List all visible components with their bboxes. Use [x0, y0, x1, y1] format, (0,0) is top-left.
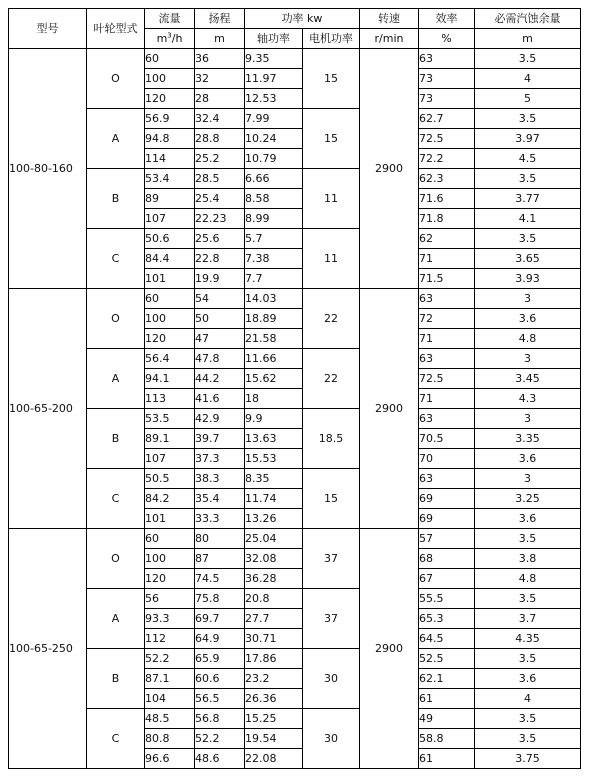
- shaft-power-cell: 26.36: [245, 689, 303, 709]
- shaft-power-cell: 7.38: [245, 249, 303, 269]
- head-cell: 50: [195, 309, 245, 329]
- npsh-cell: 3.35: [475, 429, 581, 449]
- shaft-power-cell: 9.35: [245, 49, 303, 69]
- efficiency-cell: 71: [419, 329, 475, 349]
- table-row: [9, 349, 581, 369]
- npsh-cell: 4.3: [475, 389, 581, 409]
- head-cell: 32: [195, 69, 245, 89]
- flow-cell: 100: [145, 69, 195, 89]
- shaft-power-cell: 30.71: [245, 629, 303, 649]
- npsh-cell: 3.6: [475, 309, 581, 329]
- shaft-power-cell: 20.8: [245, 589, 303, 609]
- efficiency-cell: 73: [419, 69, 475, 89]
- efficiency-cell: 72: [419, 309, 475, 329]
- impeller-type-cell: O: [87, 49, 145, 109]
- efficiency-cell: 70: [419, 449, 475, 469]
- head-cell: 48.6: [195, 749, 245, 769]
- efficiency-cell: 71.5: [419, 269, 475, 289]
- npsh-cell: 3: [475, 469, 581, 489]
- npsh-cell: 4: [475, 689, 581, 709]
- efficiency-cell: 67: [419, 569, 475, 589]
- npsh-cell: 3.6: [475, 509, 581, 529]
- flow-cell: 100: [145, 549, 195, 569]
- flow-cell: 114: [145, 149, 195, 169]
- head-cell: 25.6: [195, 229, 245, 249]
- flow-cell: 53.5: [145, 409, 195, 429]
- shaft-power-cell: 9.9: [245, 409, 303, 429]
- flow-cell: 120: [145, 89, 195, 109]
- speed-cell: 2900: [360, 289, 419, 529]
- shaft-power-cell: 7.99: [245, 109, 303, 129]
- npsh-cell: 3.25: [475, 489, 581, 509]
- flow-cell: 104: [145, 689, 195, 709]
- head-cell: 25.4: [195, 189, 245, 209]
- npsh-cell: 3.77: [475, 189, 581, 209]
- header-speed-unit: r/min: [360, 29, 419, 49]
- shaft-power-cell: 15.25: [245, 709, 303, 729]
- flow-unit-tail: /h: [171, 32, 183, 45]
- npsh-cell: 3: [475, 289, 581, 309]
- table-row: [9, 649, 581, 669]
- header-npsh: 必需汽蚀余量: [475, 9, 581, 29]
- flow-cell: 52.2: [145, 649, 195, 669]
- head-cell: 22.8: [195, 249, 245, 269]
- shaft-power-cell: 22.08: [245, 749, 303, 769]
- efficiency-cell: 72.5: [419, 129, 475, 149]
- shaft-power-cell: 15.62: [245, 369, 303, 389]
- shaft-power-cell: 8.35: [245, 469, 303, 489]
- header-head: 扬程: [195, 9, 245, 29]
- npsh-cell: 3.45: [475, 369, 581, 389]
- npsh-cell: 3.5: [475, 229, 581, 249]
- flow-cell: 113: [145, 389, 195, 409]
- efficiency-cell: 57: [419, 529, 475, 549]
- speed-cell: 2900: [360, 49, 419, 289]
- flow-cell: 89: [145, 189, 195, 209]
- model-cell: 100-65-250: [9, 529, 87, 769]
- flow-cell: 89.1: [145, 429, 195, 449]
- npsh-cell: 3.5: [475, 169, 581, 189]
- npsh-cell: 4: [475, 69, 581, 89]
- flow-cell: 84.4: [145, 249, 195, 269]
- header-impeller: 叶轮型式: [87, 9, 145, 49]
- head-cell: 28.8: [195, 129, 245, 149]
- shaft-power-cell: 14.03: [245, 289, 303, 309]
- efficiency-cell: 63: [419, 409, 475, 429]
- shaft-power-cell: 23.2: [245, 669, 303, 689]
- head-cell: 25.2: [195, 149, 245, 169]
- flow-cell: 96.6: [145, 749, 195, 769]
- flow-cell: 56: [145, 589, 195, 609]
- flow-cell: 101: [145, 269, 195, 289]
- shaft-power-cell: 13.26: [245, 509, 303, 529]
- npsh-cell: 3: [475, 349, 581, 369]
- efficiency-cell: 71: [419, 389, 475, 409]
- npsh-cell: 3.5: [475, 109, 581, 129]
- flow-cell: 56.4: [145, 349, 195, 369]
- flow-cell: 60: [145, 529, 195, 549]
- head-cell: 60.6: [195, 669, 245, 689]
- motor-power-cell: 37: [303, 589, 360, 649]
- npsh-cell: 4.8: [475, 569, 581, 589]
- head-cell: 74.5: [195, 569, 245, 589]
- header-power: 功率 kw: [245, 9, 360, 29]
- impeller-type-cell: A: [87, 349, 145, 409]
- efficiency-cell: 73: [419, 89, 475, 109]
- impeller-type-cell: C: [87, 709, 145, 769]
- shaft-power-cell: 17.86: [245, 649, 303, 669]
- efficiency-cell: 70.5: [419, 429, 475, 449]
- table-header: [9, 9, 581, 49]
- flow-cell: 50.5: [145, 469, 195, 489]
- shaft-power-cell: 7.7: [245, 269, 303, 289]
- efficiency-cell: 69: [419, 489, 475, 509]
- header-flow-unit: [145, 29, 195, 49]
- shaft-power-cell: 27.7: [245, 609, 303, 629]
- flow-cell: 107: [145, 449, 195, 469]
- header-head-unit: m: [195, 29, 245, 49]
- npsh-cell: 3.5: [475, 529, 581, 549]
- head-cell: 41.6: [195, 389, 245, 409]
- efficiency-cell: 63: [419, 289, 475, 309]
- head-cell: 80: [195, 529, 245, 549]
- head-cell: 33.3: [195, 509, 245, 529]
- motor-power-cell: 15: [303, 469, 360, 529]
- flow-cell: 84.2: [145, 489, 195, 509]
- flow-unit-sup: 3: [167, 31, 172, 40]
- motor-power-cell: 30: [303, 649, 360, 709]
- shaft-power-cell: 11.97: [245, 69, 303, 89]
- header-shaft-power: 轴功率: [245, 29, 303, 49]
- efficiency-cell: 52.5: [419, 649, 475, 669]
- impeller-type-cell: O: [87, 529, 145, 589]
- head-cell: 37.3: [195, 449, 245, 469]
- efficiency-cell: 55.5: [419, 589, 475, 609]
- efficiency-cell: 64.5: [419, 629, 475, 649]
- head-cell: 69.7: [195, 609, 245, 629]
- npsh-cell: 5: [475, 89, 581, 109]
- pump-spec-table: [8, 8, 581, 769]
- header-speed: 转速: [360, 9, 419, 29]
- speed-cell: 2900: [360, 529, 419, 769]
- shaft-power-cell: 11.66: [245, 349, 303, 369]
- impeller-type-cell: O: [87, 289, 145, 349]
- motor-power-cell: 37: [303, 529, 360, 589]
- efficiency-cell: 49: [419, 709, 475, 729]
- shaft-power-cell: 36.28: [245, 569, 303, 589]
- efficiency-cell: 71.6: [419, 189, 475, 209]
- npsh-cell: 3.6: [475, 669, 581, 689]
- head-cell: 47.8: [195, 349, 245, 369]
- head-cell: 32.4: [195, 109, 245, 129]
- head-cell: 44.2: [195, 369, 245, 389]
- head-cell: 42.9: [195, 409, 245, 429]
- head-cell: 47: [195, 329, 245, 349]
- head-cell: 64.9: [195, 629, 245, 649]
- flow-cell: 101: [145, 509, 195, 529]
- table-row: [9, 529, 581, 549]
- head-cell: 28.5: [195, 169, 245, 189]
- flow-cell: 94.1: [145, 369, 195, 389]
- efficiency-cell: 63: [419, 469, 475, 489]
- shaft-power-cell: 15.53: [245, 449, 303, 469]
- efficiency-cell: 72.2: [419, 149, 475, 169]
- header-model: 型号: [9, 9, 87, 49]
- head-cell: 35.4: [195, 489, 245, 509]
- shaft-power-cell: 25.04: [245, 529, 303, 549]
- flow-cell: 107: [145, 209, 195, 229]
- flow-cell: 60: [145, 49, 195, 69]
- table-row: [9, 709, 581, 729]
- table-row: [9, 409, 581, 429]
- motor-power-cell: 22: [303, 349, 360, 409]
- shaft-power-cell: 12.53: [245, 89, 303, 109]
- shaft-power-cell: 32.08: [245, 549, 303, 569]
- shaft-power-cell: 10.79: [245, 149, 303, 169]
- efficiency-cell: 65.3: [419, 609, 475, 629]
- head-cell: 28: [195, 89, 245, 109]
- npsh-cell: 3.5: [475, 589, 581, 609]
- head-cell: 39.7: [195, 429, 245, 449]
- flow-cell: 80.8: [145, 729, 195, 749]
- npsh-cell: 4.8: [475, 329, 581, 349]
- motor-power-cell: 18.5: [303, 409, 360, 469]
- motor-power-cell: 15: [303, 109, 360, 169]
- header-motor-power: 电机功率: [303, 29, 360, 49]
- npsh-cell: 3.97: [475, 129, 581, 149]
- impeller-type-cell: A: [87, 109, 145, 169]
- flow-cell: 87.1: [145, 669, 195, 689]
- flow-cell: 94.8: [145, 129, 195, 149]
- npsh-cell: 3.8: [475, 549, 581, 569]
- table-row: [9, 229, 581, 249]
- npsh-cell: 4.5: [475, 149, 581, 169]
- motor-power-cell: 15: [303, 49, 360, 109]
- motor-power-cell: 30: [303, 709, 360, 769]
- table-row: [9, 289, 581, 309]
- efficiency-cell: 62.1: [419, 669, 475, 689]
- table-body: [9, 49, 581, 769]
- head-cell: 54: [195, 289, 245, 309]
- npsh-cell: 3: [475, 409, 581, 429]
- npsh-cell: 3.7: [475, 609, 581, 629]
- shaft-power-cell: 5.7: [245, 229, 303, 249]
- impeller-type-cell: B: [87, 409, 145, 469]
- flow-cell: 60: [145, 289, 195, 309]
- header-efficiency-unit: %: [419, 29, 475, 49]
- impeller-type-cell: C: [87, 469, 145, 529]
- efficiency-cell: 71: [419, 249, 475, 269]
- npsh-cell: 3.65: [475, 249, 581, 269]
- header-npsh-unit: m: [475, 29, 581, 49]
- efficiency-cell: 63: [419, 349, 475, 369]
- impeller-type-cell: B: [87, 169, 145, 229]
- table-row: [9, 49, 581, 69]
- impeller-type-cell: A: [87, 589, 145, 649]
- head-cell: 75.8: [195, 589, 245, 609]
- flow-cell: 120: [145, 569, 195, 589]
- efficiency-cell: 62.7: [419, 109, 475, 129]
- npsh-cell: 3.93: [475, 269, 581, 289]
- motor-power-cell: 11: [303, 169, 360, 229]
- efficiency-cell: 72.5: [419, 369, 475, 389]
- model-cell: 100-65-200: [9, 289, 87, 529]
- header-row-1: [9, 9, 581, 29]
- head-cell: 36: [195, 49, 245, 69]
- efficiency-cell: 71.8: [419, 209, 475, 229]
- flow-cell: 112: [145, 629, 195, 649]
- flow-cell: 100: [145, 309, 195, 329]
- head-cell: 52.2: [195, 729, 245, 749]
- table-row: [9, 169, 581, 189]
- flow-cell: 48.5: [145, 709, 195, 729]
- head-cell: 19.9: [195, 269, 245, 289]
- npsh-cell: 3.5: [475, 709, 581, 729]
- shaft-power-cell: 13.63: [245, 429, 303, 449]
- table-row: [9, 589, 581, 609]
- efficiency-cell: 63: [419, 49, 475, 69]
- motor-power-cell: 22: [303, 289, 360, 349]
- efficiency-cell: 61: [419, 689, 475, 709]
- impeller-type-cell: C: [87, 229, 145, 289]
- flow-cell: 50.6: [145, 229, 195, 249]
- table-row: [9, 469, 581, 489]
- efficiency-cell: 62: [419, 229, 475, 249]
- header-flow: 流量: [145, 9, 195, 29]
- flow-cell: 120: [145, 329, 195, 349]
- flow-cell: 53.4: [145, 169, 195, 189]
- flow-unit-base: m: [156, 32, 168, 45]
- efficiency-cell: 69: [419, 509, 475, 529]
- shaft-power-cell: 11.74: [245, 489, 303, 509]
- npsh-cell: 4.35: [475, 629, 581, 649]
- npsh-cell: 3.5: [475, 729, 581, 749]
- npsh-cell: 3.6: [475, 449, 581, 469]
- flow-cell: 93.3: [145, 609, 195, 629]
- efficiency-cell: 62.3: [419, 169, 475, 189]
- shaft-power-cell: 19.54: [245, 729, 303, 749]
- npsh-cell: 3.75: [475, 749, 581, 769]
- shaft-power-cell: 21.58: [245, 329, 303, 349]
- shaft-power-cell: 8.58: [245, 189, 303, 209]
- flow-cell: 56.9: [145, 109, 195, 129]
- head-cell: 65.9: [195, 649, 245, 669]
- shaft-power-cell: 18: [245, 389, 303, 409]
- shaft-power-cell: 18.89: [245, 309, 303, 329]
- head-cell: 38.3: [195, 469, 245, 489]
- shaft-power-cell: 6.66: [245, 169, 303, 189]
- model-cell: 100-80-160: [9, 49, 87, 289]
- efficiency-cell: 58.8: [419, 729, 475, 749]
- npsh-cell: 3.5: [475, 49, 581, 69]
- efficiency-cell: 68: [419, 549, 475, 569]
- impeller-type-cell: B: [87, 649, 145, 709]
- head-cell: 87: [195, 549, 245, 569]
- shaft-power-cell: 8.99: [245, 209, 303, 229]
- head-cell: 22.23: [195, 209, 245, 229]
- npsh-cell: 4.1: [475, 209, 581, 229]
- head-cell: 56.8: [195, 709, 245, 729]
- header-efficiency: 效率: [419, 9, 475, 29]
- head-cell: 56.5: [195, 689, 245, 709]
- shaft-power-cell: 10.24: [245, 129, 303, 149]
- table-row: [9, 109, 581, 129]
- motor-power-cell: 11: [303, 229, 360, 289]
- efficiency-cell: 61: [419, 749, 475, 769]
- npsh-cell: 3.5: [475, 649, 581, 669]
